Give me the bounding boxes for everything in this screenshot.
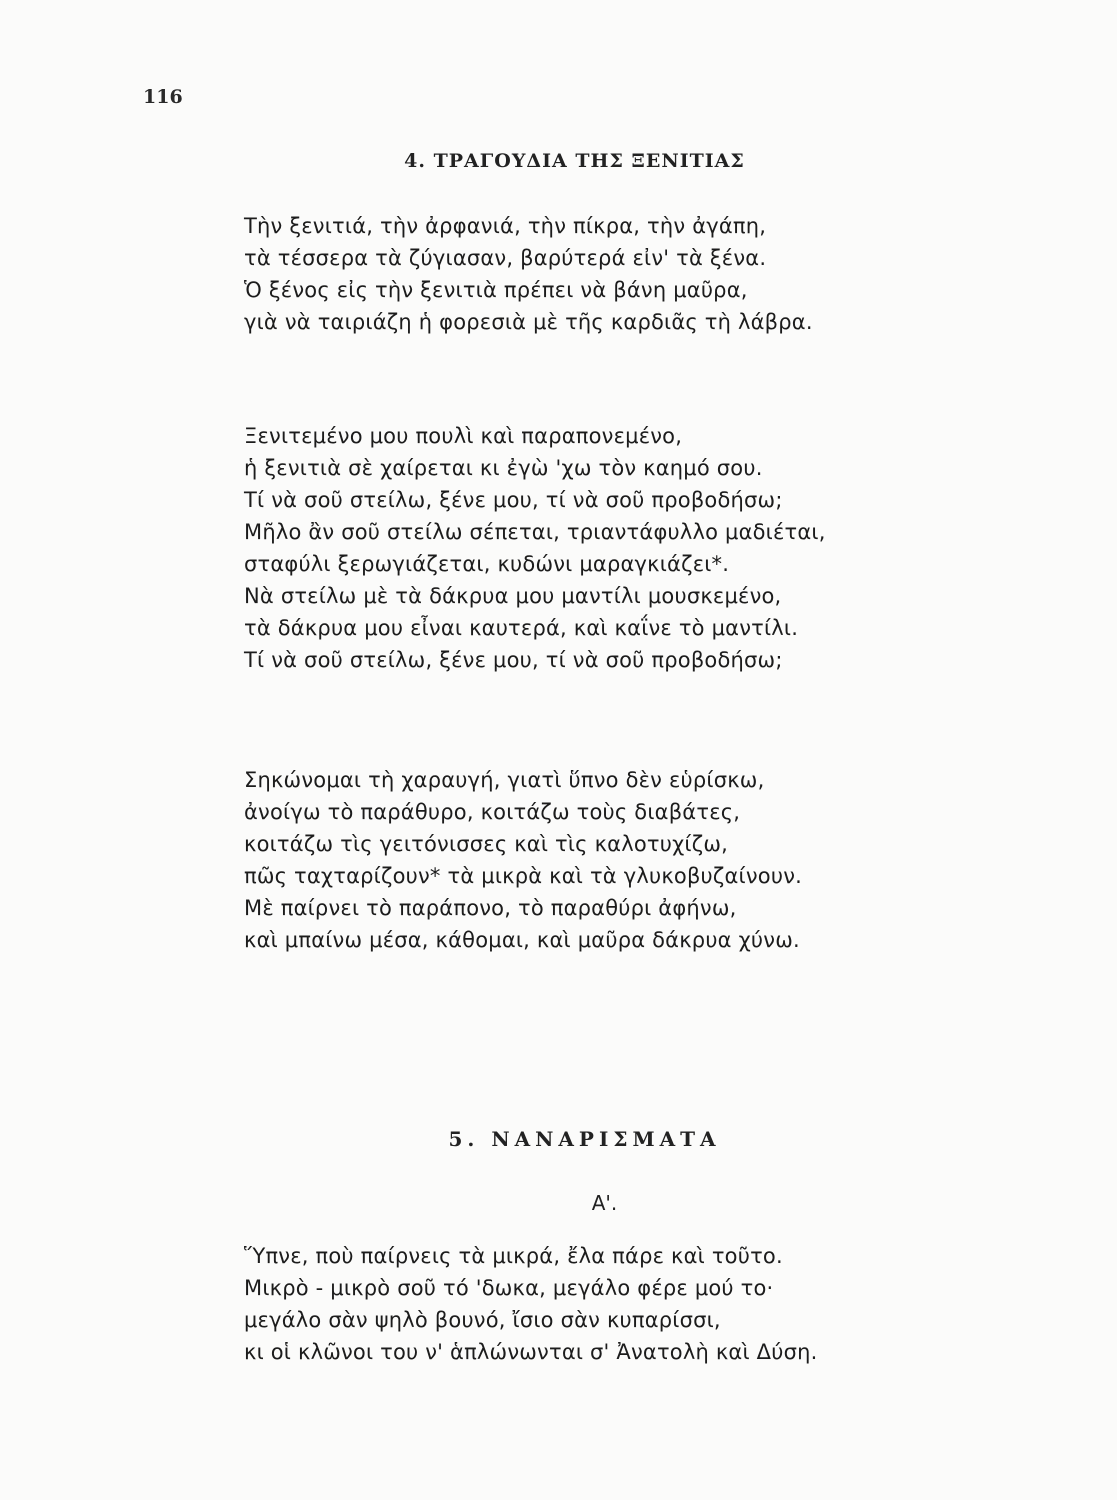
poem-stanza-3 [244,764,802,956]
section-5-subtitle: Α'. [591,1191,618,1215]
poem-line: κι οἱ κλῶνοι του ν' ἁπλώνωνται σ' Ἀνατολὴ καὶ Δύση. [244,1340,818,1364]
poem-line: γιὰ νὰ ταιριάζη ἡ φορεσιὰ μὲ τῆς καρδιᾶς τὴ λάβρα. [244,310,813,334]
page-number: 116 [143,86,183,108]
poem-line: τὰ τέσσερα τὰ ζύγιασαν, βαρύτερά εἰν' τὰ ξένα. [244,246,767,270]
section-5-title: 5. ΝΑΝΑΡΙΣΜΑΤΑ [448,1127,721,1151]
poem-line: Μικρὸ - μικρὸ σοῦ τό 'δωκα, μεγάλο φέρε μού το· [244,1276,774,1300]
lullaby-stanza [244,1240,817,1368]
poem-line: Τί νὰ σοῦ στείλω, ξένε μου, τί νὰ σοῦ προβοδήσω; [244,648,783,672]
poem-line: σταφύλι ξερωγιάζεται, κυδώνι μαραγκιάζει*. [244,552,730,576]
poem-line: μεγάλο σὰν ψηλὸ βουνό, ἴσιο σὰν κυπαρίσσι, [244,1308,721,1332]
poem-line: Ὕπνε, ποὺ παίρνεις τὰ μικρά, ἔλα πάρε καὶ τοῦτο. [244,1244,783,1268]
poem-line: ἡ ξενιτιὰ σὲ χαίρεται κι ἐγὼ 'χω τὸν καημό σου. [244,456,763,480]
poem-line: Ὁ ξένος εἰς τὴν ξενιτιὰ πρέπει νὰ βάνη μαῦρα, [244,278,748,302]
poem-line: Τί νὰ σοῦ στείλω, ξένε μου, τί νὰ σοῦ προβοδήσω; [244,488,783,512]
poem-line: Νὰ στείλω μὲ τὰ δάκρυα μου μαντίλι μουσκεμένο, [244,584,782,608]
poem-line: καὶ μπαίνω μέσα, κάθομαι, καὶ μαῦρα δάκρυα χύνω. [244,928,800,952]
poem-line: κοιτάζω τὶς γειτόνισσες καὶ τὶς καλοτυχίζω, [244,832,728,856]
poem-line: ἀνοίγω τὸ παράθυρο, κοιτάζω τοὺς διαβάτες, [244,800,741,824]
poem-line: Σηκώνομαι τὴ χαραυγή, γιατὶ ὕπνο δὲν εὑρίσκω, [244,768,765,792]
poem-line: Τὴν ξενιτιά, τὴν ἀρφανιά, τὴν πίκρα, τὴν ἀγάπη, [244,214,767,238]
poem-stanza-2 [244,420,826,676]
poem-stanza-1 [244,210,813,338]
section-4-title: 4. ΤΡΑΓΟΥΔΙΑ ΤΗΣ ΞΕΝΙΤΙΑΣ [404,150,745,172]
poem-line: Μὲ παίρνει τὸ παράπονο, τὸ παραθύρι ἀφήνω, [244,896,737,920]
poem-line: Ξενιτεμένο μου πουλὶ καὶ παραπονεμένο, [244,424,683,448]
poem-line: πῶς ταχταρίζουν* τὰ μικρὰ καὶ τὰ γλυκοβυζαίνουν. [244,864,802,888]
poem-line: Μῆλο ἂν σοῦ στείλω σέπεται, τριαντάφυλλο μαδιέται, [244,520,826,544]
poem-line: τὰ δάκρυα μου εἶναι καυτερά, καὶ καΐνε τὸ μαντίλι. [244,616,799,640]
